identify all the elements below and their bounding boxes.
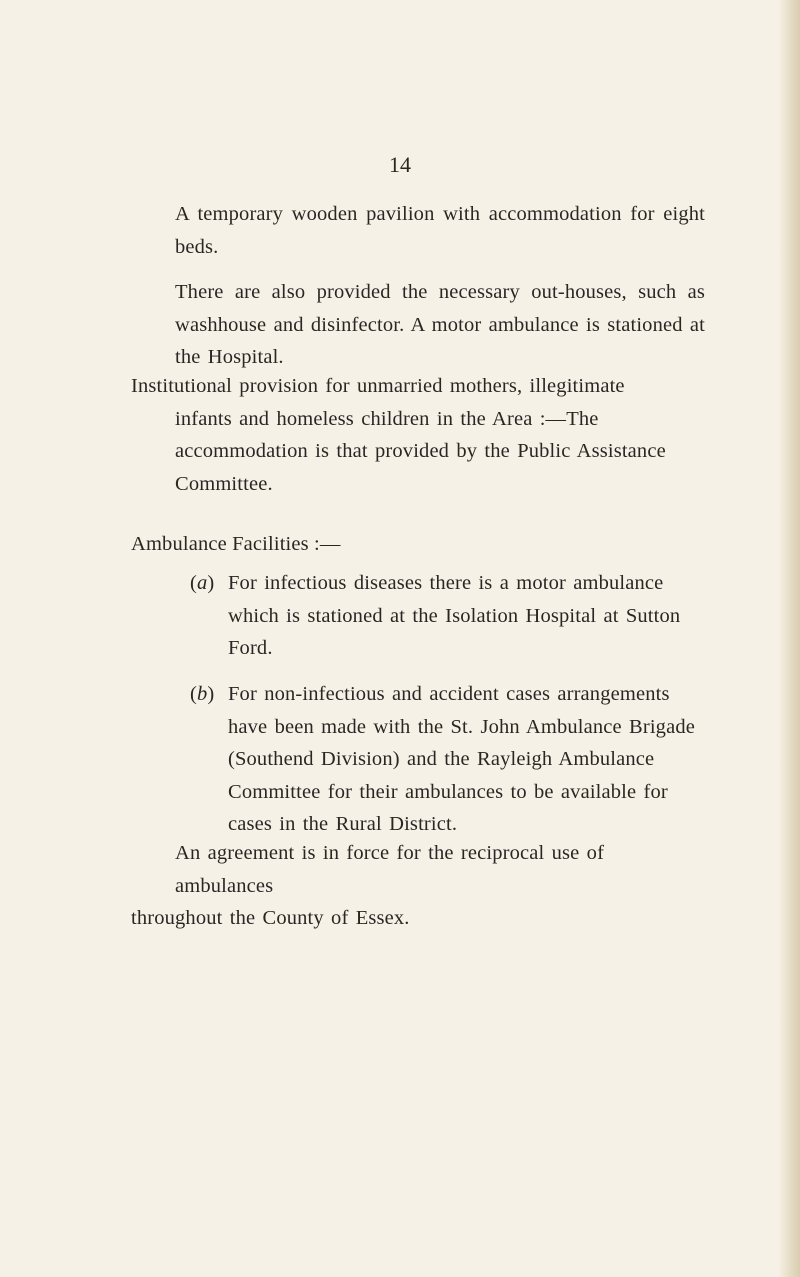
- institutional-first-line: Institutional provision for unmarried mothers, illegitimate: [131, 375, 625, 397]
- agreement-first-line: An agreement is in force for the reciprocal use of ambulances: [175, 842, 605, 897]
- paragraph-institutional-provision: [131, 370, 705, 500]
- list-item-b-text: For non-infectious and accident cases arrangements have been made with the St. John Ambulance Brigade (Southend Division) and the Rayleigh Ambulance Committee for their ambulances to be available for cases in the Rural District.: [228, 683, 695, 835]
- ambulance-facilities-heading: Ambulance Facilities :—: [131, 533, 341, 555]
- list-marker-b: (b): [190, 683, 215, 705]
- institutional-continuation: infants and homeless children in the Area :—The accommodation is that provided by the Public Assistance Committee.: [175, 407, 666, 495]
- list-marker-a: (a): [190, 572, 215, 594]
- list-item-a: [190, 567, 705, 665]
- page-number: 14: [389, 152, 411, 177]
- list-item-b: [190, 678, 705, 841]
- paragraph-agreement: [131, 837, 705, 935]
- paragraph-pavilion: A temporary wooden pavilion with accommodation for eight beds.: [175, 203, 705, 258]
- list-item-a-text: For infectious diseases there is a motor ambulance which is stationed at the Isolation Hospital at Sutton Ford.: [228, 572, 681, 659]
- page-edge-shadow: [778, 0, 800, 1277]
- paragraph-outhouses: There are also provided the necessary out-houses, such as washhouse and disinfector. A motor ambulance is stationed at the Hospital.: [175, 281, 705, 368]
- agreement-continuation: throughout the County of Essex.: [131, 907, 410, 929]
